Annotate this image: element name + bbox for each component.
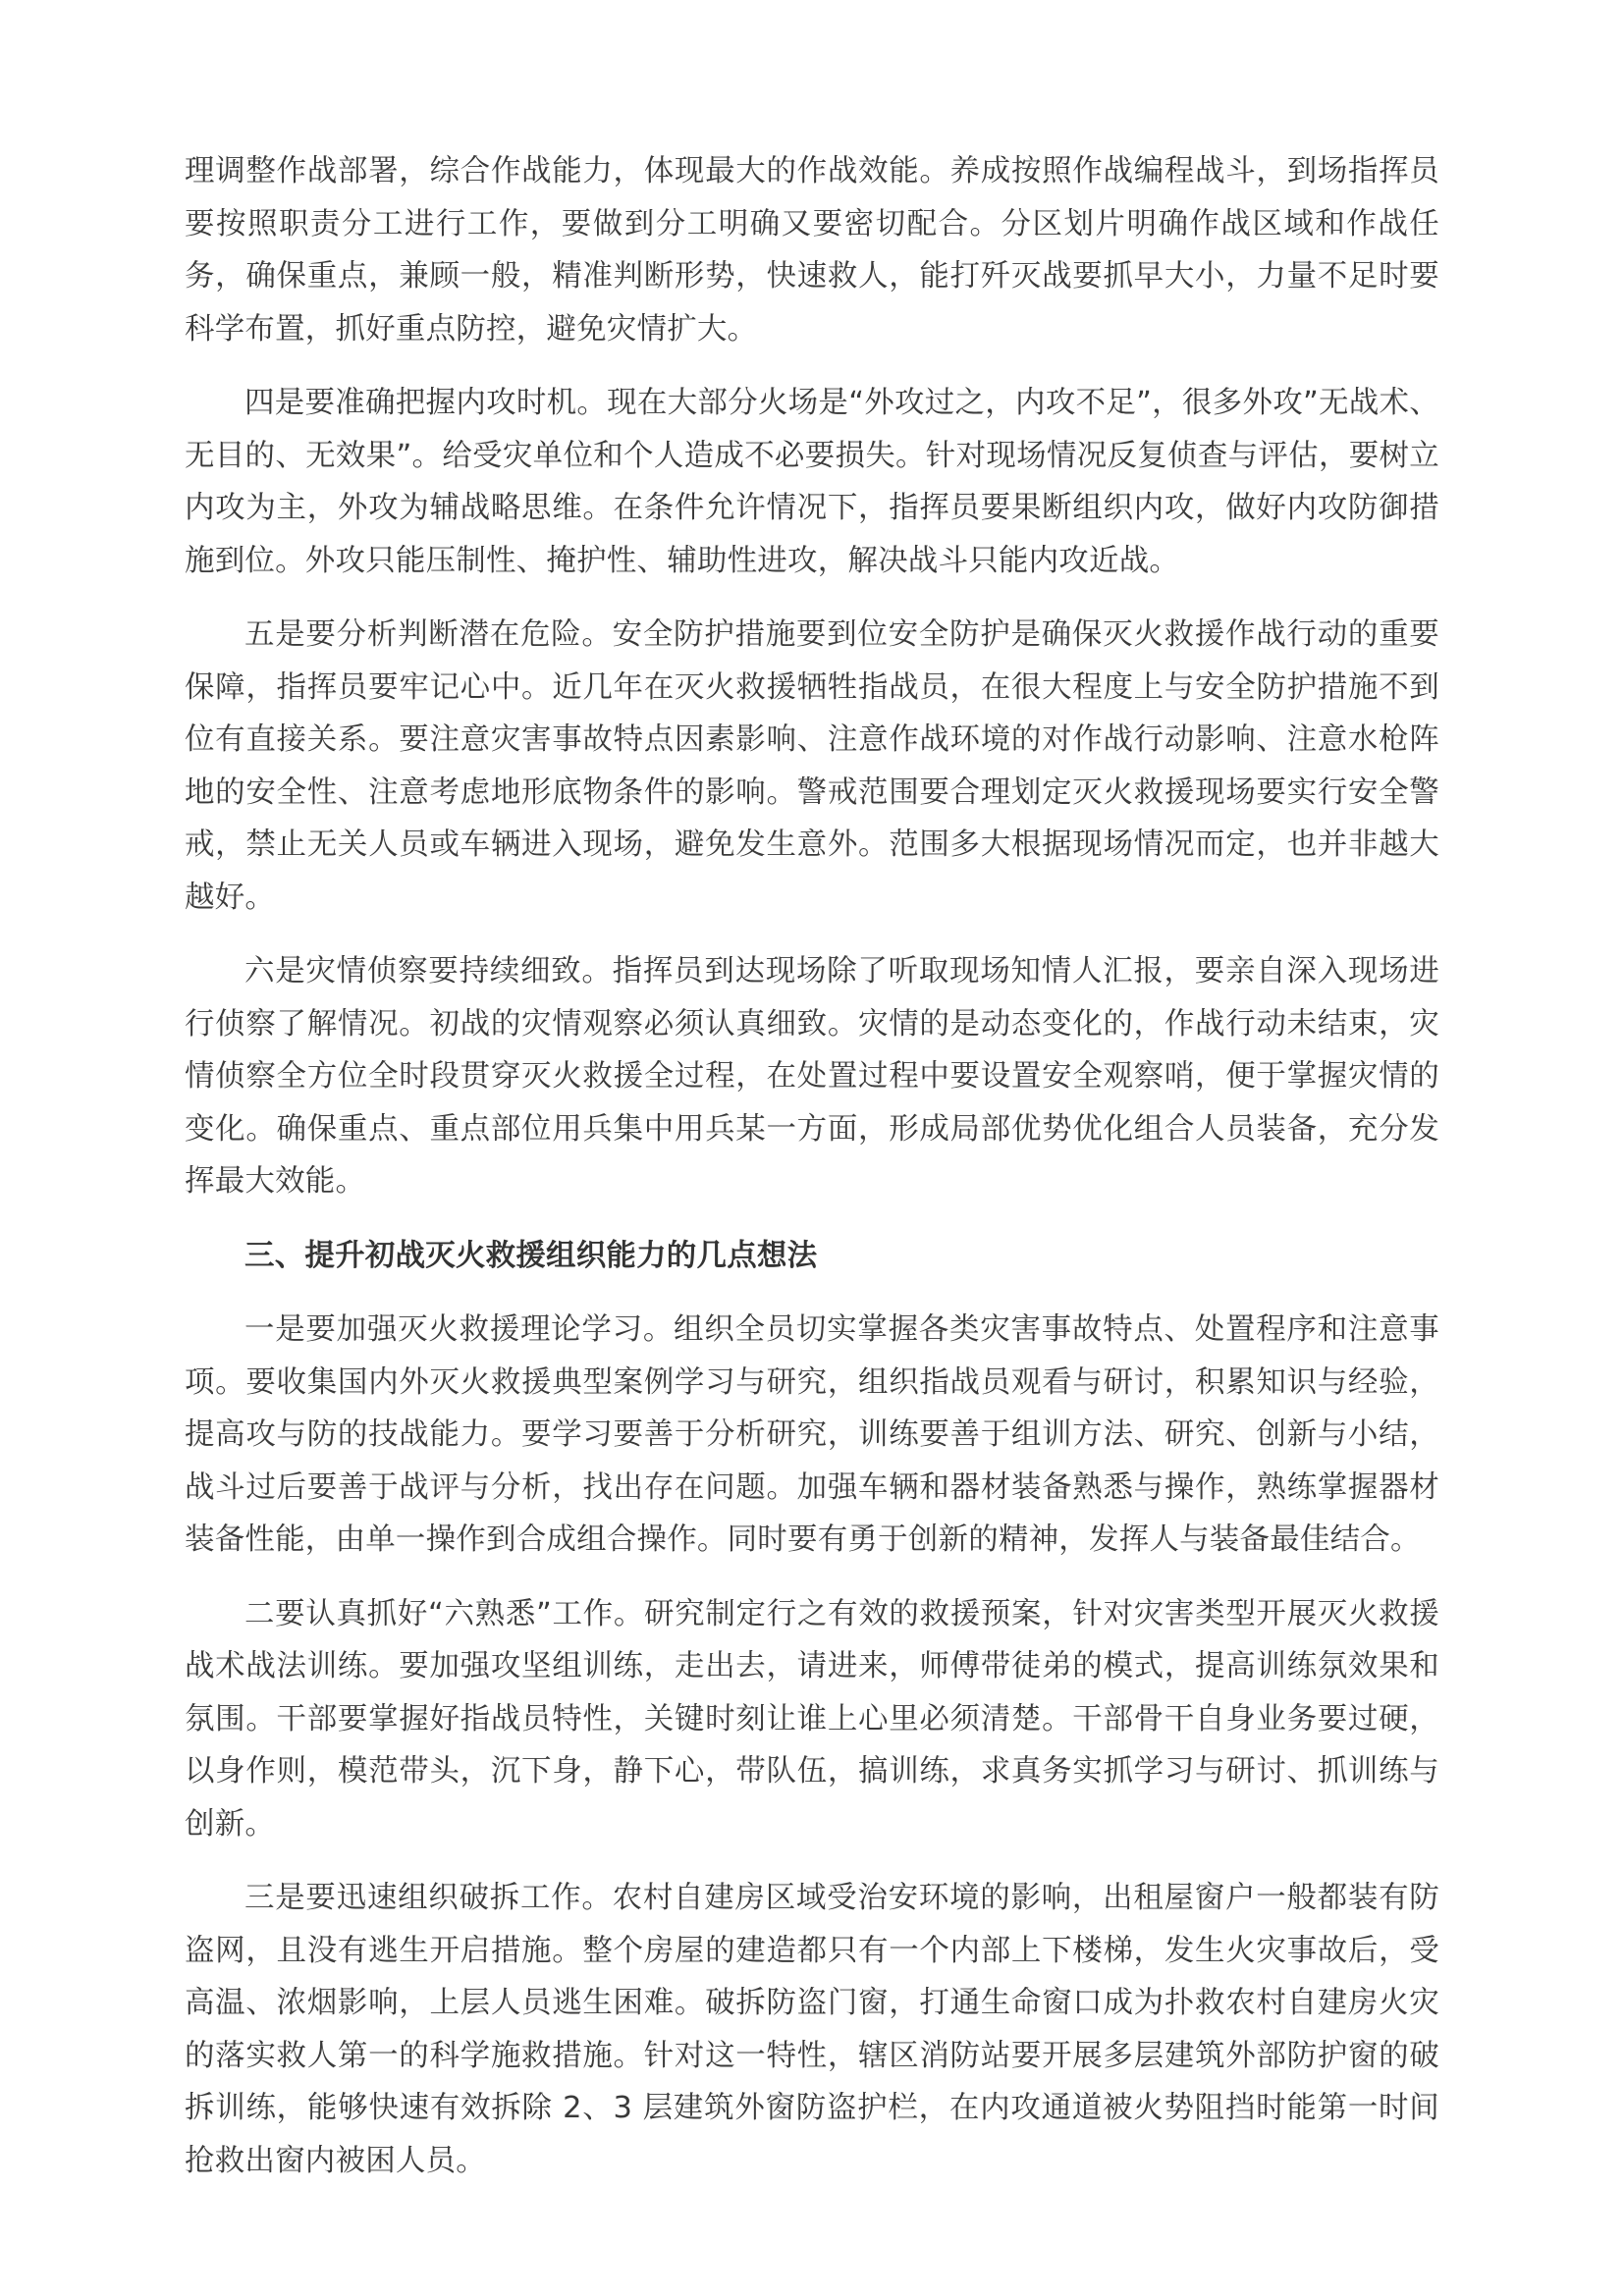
paragraph-idea-three: 三是要迅速组织破拆工作。农村自建房区域受治安环境的影响，出租屋窗户一般都装有防盗网，且没有逃生开启措施。整个房屋的建造都只有一个内部上下楼梯，发生火灾事故后，受高温、浓烟影响，上层人员逃生困难。破拆防盗门窗，打通生命窗口成为扑救农村自建房火灾的落实救人第一的科学施救措施。针对这一特性，辖区消防站要开展多层建筑外部防护窗的破拆训练，能够快速有效拆除 2、3 层建筑外窗防盗护栏，在内攻通道被火势阻挡时能第一时间抢救出窗内被困人员。: [185, 1881, 1439, 2178]
paragraph-point-six: 六是灾情侦察要持续细致。指挥员到达现场除了听取现场知情人汇报，要亲自深入现场进行侦察了解情况。初战的灾情观察必须认真细致。灾情的是动态变化的，作战行动未结束，灾情侦察全方位全时段贯穿灭火救援全过程，在处置过程中要设置安全观察哨，便于掌握灾情的变化。确保重点、重点部位用兵集中用兵某一方面，形成局部优势优化组合人员装备，充分发挥最大效能。: [185, 954, 1439, 1199]
document-text-column: [185, 145, 1439, 2187]
paragraph-idea-two: 二要认真抓好“六熟悉”工作。研究制定行之有效的救援预案，针对灾害类型开展灭火救援战术战法训练。要加强攻坚组训练，走出去，请进来，师傅带徒弟的模式，提高训练氛效果和氛围。干部要掌握好指战员特性，关键时刻让谁上心里必须清楚。干部骨干自身业务要过硬，以身作则，模范带头，沉下身，静下心，带队伍，搞训练，求真务实抓学习与研讨、抓训练与创新。: [185, 1596, 1439, 1842]
paragraph-point-five: 五是要分析判断潜在危险。安全防护措施要到位安全防护是确保灭火救援作战行动的重要保障，指挥员要牢记心中。近几年在灭火救援牺牲指战员，在很大程度上与安全防护措施不到位有直接关系。要注意灾害事故特点因素影响、注意作战环境的对作战行动影响、注意水枪阵地的安全性、注意考虑地形底物条件的影响。警戒范围要合理划定灭火救援现场要实行安全警戒，禁止无关人员或车辆进入现场，避免发生意外。范围多大根据现场情况而定，也并非越大越好。: [185, 617, 1439, 915]
section-heading-three: 三、提升初战灭火救援组织能力的几点想法: [244, 1238, 818, 1273]
paragraph-point-four: 四是要准确把握内攻时机。现在大部分火场是“外攻过之，内攻不足”，很多外攻”无战术、无目的、无效果”。给受灾单位和个人造成不必要损失。针对现场情况反复侦查与评估，要树立内攻为主，外攻为辅战略思维。在条件允许情况下，指挥员要果断组织内攻，做好内攻防御措施到位。外攻只能压制性、掩护性、辅助性进攻，解决战斗只能内攻近战。: [185, 386, 1439, 578]
paragraph-continued-from-previous-page: 理调整作战部署，综合作战能力，体现最大的作战效能。养成按照作战编程战斗，到场指挥员要按照职责分工进行工作，要做到分工明确又要密切配合。分区划片明确作战区域和作战任务，确保重点，兼顾一般，精准判断形势，快速救人，能打歼灭战要抓早大小，力量不足时要科学布置，抓好重点防控，避免灾情扩大。: [185, 154, 1439, 347]
paragraph-idea-one: 一是要加强灭火救援理论学习。组织全员切实掌握各类灾害事故特点、处置程序和注意事项。要收集国内外灭火救援典型案例学习与研究，组织指战员观看与研讨，积累知识与经验，提高攻与防的技战能力。要学习要善于分析研究，训练要善于组训方法、研究、创新与小结，战斗过后要善于战评与分析，找出存在问题。加强车辆和器材装备熟悉与操作，熟练掌握器材装备性能，由单一操作到合成组合操作。同时要有勇于创新的精神，发挥人与装备最佳结合。: [185, 1312, 1439, 1557]
